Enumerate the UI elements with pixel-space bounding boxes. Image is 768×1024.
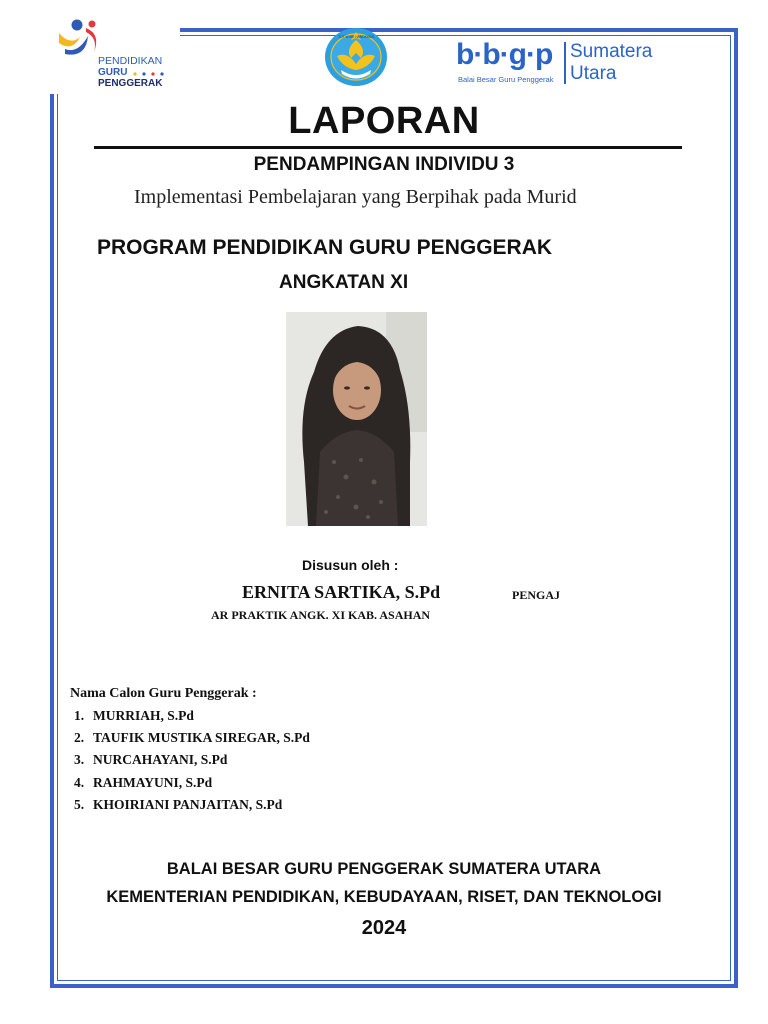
author-role-line2: AR PRAKTIK ANGK. XI KAB. ASAHAN bbox=[211, 608, 431, 622]
list-item-number: 1. bbox=[74, 708, 85, 723]
list-item bbox=[74, 796, 310, 818]
list-item-number: 3. bbox=[74, 752, 85, 768]
list-item bbox=[74, 729, 310, 751]
tut-wuri-motto: TUT WURI HANDAYANI bbox=[338, 35, 374, 39]
list-item bbox=[74, 751, 310, 773]
bbgp-divider bbox=[564, 42, 566, 84]
bbgp-wordmark: b·b·g·p bbox=[456, 38, 553, 71]
prepared-by-label: Disusun oleh : bbox=[302, 557, 399, 573]
pgp-logo bbox=[56, 16, 182, 92]
author-name: ERNITA SARTIKA, S.Pd bbox=[242, 582, 441, 602]
pgp-emblem-icon bbox=[56, 16, 102, 62]
program-name: PROGRAM PENDIDIKAN GURU PENGGERAK bbox=[97, 236, 553, 259]
candidates-list bbox=[74, 707, 310, 818]
list-item-number: 4. bbox=[74, 774, 85, 790]
author-role-line1: PENGAJ bbox=[512, 588, 560, 602]
pgp-dots-icon bbox=[132, 70, 172, 78]
bbgp-region-line2: Utara bbox=[570, 63, 617, 84]
list-item-number: 2. bbox=[74, 730, 85, 746]
report-subtitle: PENDAMPINGAN INDIVIDU 3 bbox=[253, 154, 515, 175]
candidates-heading: Nama Calon Guru Penggerak : bbox=[70, 686, 257, 701]
bbgp-tagline: Balai Besar Guru Penggerak bbox=[458, 75, 554, 84]
portrait-image bbox=[286, 312, 427, 526]
title-underline bbox=[94, 146, 682, 149]
program-batch: ANGKATAN XI bbox=[279, 272, 409, 293]
report-year: 2024 bbox=[361, 917, 407, 939]
bbgp-region-line1: Sumatera bbox=[570, 41, 653, 62]
list-item-number: 5. bbox=[74, 796, 85, 812]
list-item bbox=[74, 774, 310, 796]
list-item-name: TAUFIK MUSTIKA SIREGAR, S.Pd bbox=[93, 730, 310, 746]
tut-wuri-handayani-icon bbox=[323, 26, 389, 88]
report-theme: Implementasi Pembelajaran yang Berpihak pada Murid bbox=[134, 186, 577, 208]
institution-name: BALAI BESAR GURU PENGGERAK SUMATERA UTARA bbox=[166, 860, 602, 878]
list-item-name: NURCAHAYANI, S.Pd bbox=[93, 752, 228, 768]
author-photo bbox=[286, 312, 427, 526]
bbgp-logo bbox=[456, 40, 678, 90]
pgp-line1: PENDIDIKAN bbox=[98, 55, 163, 67]
report-title: LAPORAN bbox=[288, 100, 480, 142]
pgp-line2: GURU bbox=[98, 67, 128, 78]
list-item bbox=[74, 707, 310, 729]
ministry-name: KEMENTERIAN PENDIDIKAN, KEBUDAYAAN, RISET, DAN TEKNOLOGI bbox=[106, 888, 662, 906]
list-item-name: RAHMAYUNI, S.Pd bbox=[93, 774, 213, 790]
pgp-line3: PENGGERAK bbox=[98, 78, 163, 89]
list-item-name: KHOIRIANI PANJAITAN, S.Pd bbox=[93, 796, 283, 812]
list-item-name: MURRIAH, S.Pd bbox=[93, 708, 194, 723]
